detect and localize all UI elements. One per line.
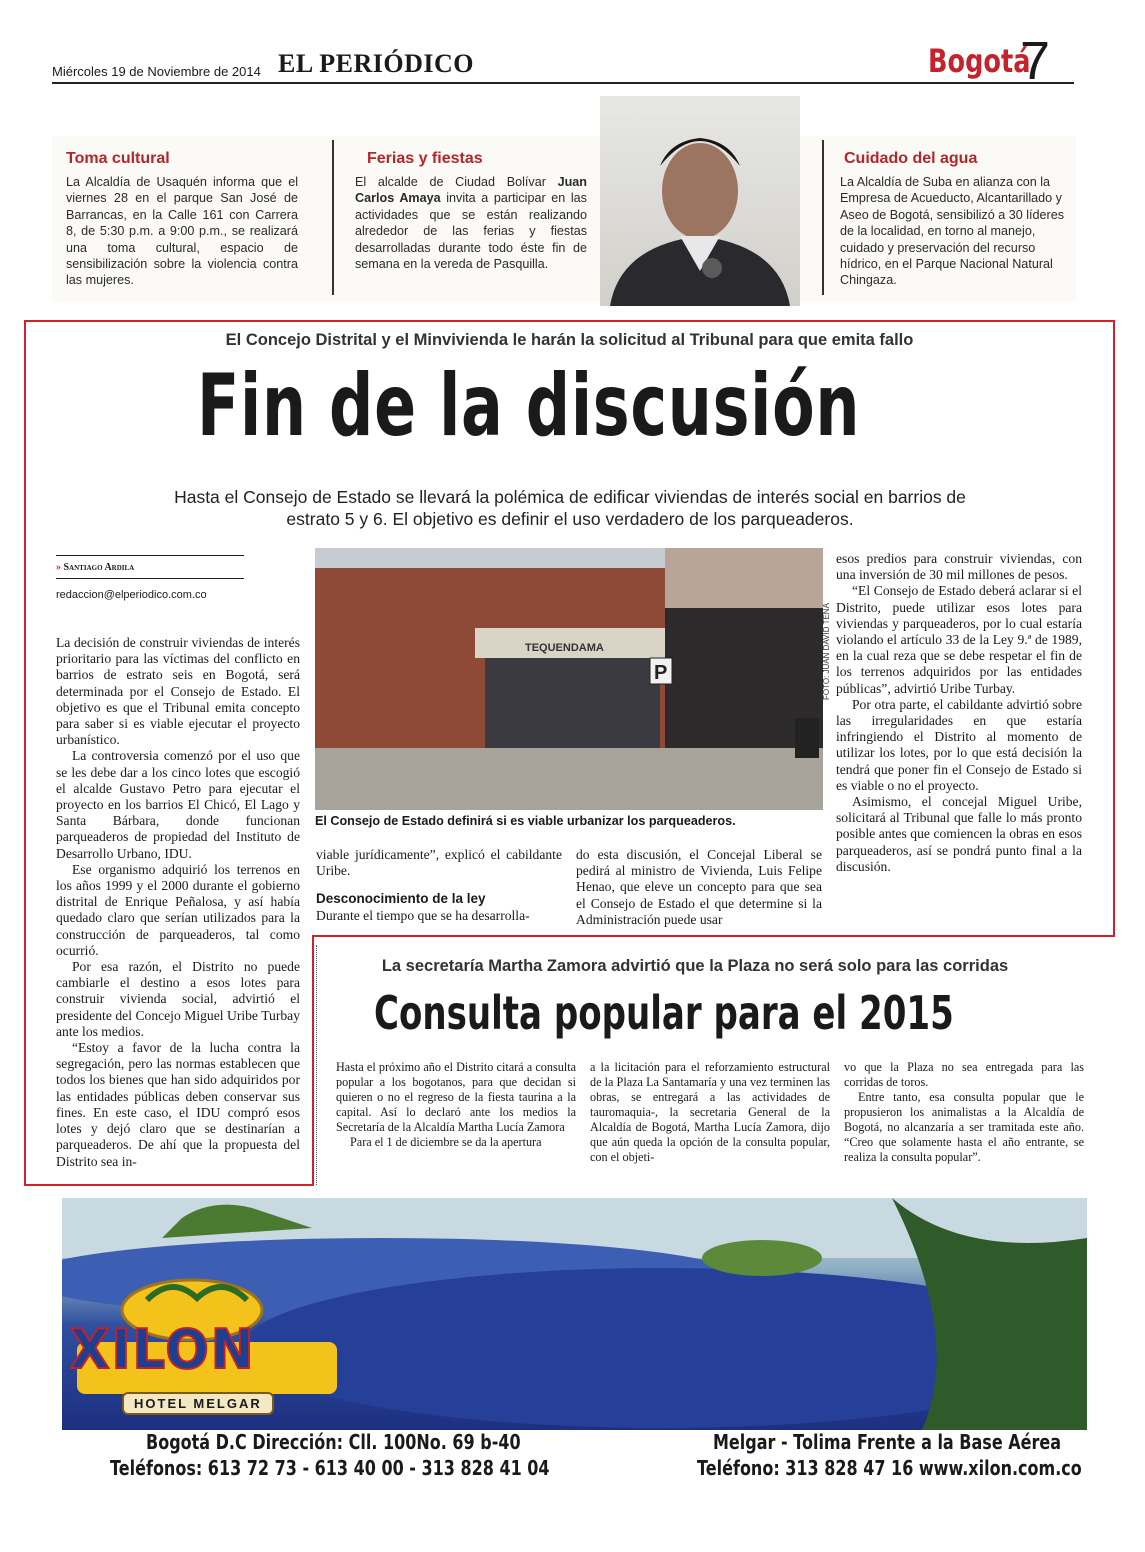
brief-cuidado-agua: [840, 150, 1070, 289]
section-name: Bogotá: [928, 42, 1031, 80]
byline-email: redaccion@elperiodico.com.co: [56, 589, 207, 601]
header-rule: [52, 82, 1074, 84]
page-number: 7: [1020, 31, 1051, 91]
issue-date: Miércoles 19 de Noviembre de 2014: [52, 64, 261, 79]
parking-sign-letter: P: [654, 662, 668, 684]
paragraph: “El Consejo de Estado deberá aclarar si el Distrito, puede utilizar esos lotes para viviendas y parqueaderos, por lo cual estaría violando el artículo 33 de la Ley 9.ª de 1989, en la cual reza que se debe respetar el fin de los terrenos adquiridos por las entidades públicas”, advirtió Uribe Turbay.: [836, 583, 1082, 696]
paragraph: Por esa razón, el Distrito no puede cambiarle el destino a esos lotes para construir vivienda social, advirtió el presidente del Concejo Miguel Uribe Turbay ante los medios.: [56, 959, 300, 1039]
article1-headline: Fin de la discusión: [197, 356, 861, 456]
brief-title: Toma cultural: [66, 150, 170, 167]
brief-toma-cultural: [66, 150, 298, 289]
brief-text: La Alcaldía de Suba en alianza con la Empresa de Acueducto, Alcantarillado y Aseo de Bogotá, sensibilizó a 30 líderes de la localidad, en torno al manejo, cuidado y preservación del recurso hídrico, en el Parque Nacional Natural Chingaza.: [840, 175, 1065, 288]
article1-column-1: [56, 635, 300, 1170]
frame-bottom-left: [24, 1184, 314, 1186]
brief-text: El alcalde de Ciudad Bolívar Juan Carlos Amaya invita a participar en las actividades que se están realizando alrededor de las ferias y fiestas desarrolladas durante todo éste fin de semana en la vereda de Pasquilla.: [355, 175, 587, 272]
byline-rule: [56, 578, 244, 579]
street-photo: [315, 548, 823, 810]
article1-deck: Hasta el Consejo de Estado se llevará la polémica de edificar viviendas de interés social en barrios de estrato 5 y 6. El objetivo es definir el uso verdadero de los parqueaderos.: [174, 487, 966, 529]
paragraph: vo que la Plaza no sea entregada para las corridas de toros.: [844, 1060, 1084, 1089]
ad-subtitle: HOTEL MELGAR: [122, 1392, 274, 1415]
paragraph: Por otra parte, el cabildante advirtió sobre las irregularidades en que estaría infringiendo el Distrito al momento de utilizar los lotes, por lo que está decisión la tendrá que poner fin el Consejo de Estado si es viable o no el proyecto.: [836, 696, 1082, 793]
paragraph: La controversia comenzó por el uso que se les debe dar a los cinco lotes que escogió el alcalde Gustavo Petro para ejecutar el proyecto en los barrios El Chicó, El Lago y Santa Bárbara, donde funcionan parqueaderos de propiedad del Instituto de Desarrollo Urbano, IDU.: [56, 748, 300, 861]
paragraph: La decisión de construir viviendas de interés prioritario para las víctimas del conflicto en barrios de estrato seis en Bogotá, será determinada por el Consejo de Estado. El objetivo es que el Tribunal emita concepto para saber si es viable ejecutar el proyecto urbanístico.: [56, 635, 300, 748]
masthead: EL PERIÓDICO: [278, 49, 474, 78]
article2-kicker: La secretaría Martha Zamora advirtió que la Plaza no será solo para las corridas: [381, 957, 1009, 975]
brief-divider: [822, 140, 824, 295]
paragraph: esos predios para construir viviendas, con una inversión de 30 mil millones de pesos.: [836, 551, 1082, 583]
paragraph: Durante el tiempo que se ha desarrolla-: [316, 907, 530, 923]
byline: » Santiago Ardila: [56, 562, 135, 573]
article2-column-3: [844, 1060, 1084, 1165]
ad-address-left: Bogotá D.C Dirección: Cll. 100No. 69 b-40: [146, 1430, 521, 1454]
ad-phones-left: Teléfonos: 613 72 73 - 613 40 00 - 313 828 41 04: [110, 1456, 550, 1480]
frame-bottom-right: [312, 935, 1115, 937]
ad-brand: XILON: [70, 1318, 256, 1381]
frame-inner-vertical: [312, 935, 314, 1186]
photo-caption: El Consejo de Estado definirá si es viable urbanizar los parqueaderos.: [315, 814, 736, 828]
brief-ferias-fiestas: [355, 150, 587, 272]
article1-subhead: Desconocimiento de la ley: [316, 891, 486, 907]
paragraph: Ese organismo adquirió los terrenos en los años 1999 y el 2000 durante el gobierno distrital de Enrique Peñalosa, y así había quedado claro que serían utilizados para la construcción de parqueaderos, tal como ocurrió.: [56, 861, 300, 958]
byline-rule: [56, 555, 244, 556]
paragraph: Asimismo, el concejal Miguel Uribe, solicitará al Tribunal que falle lo más pronto posible antes que comiencen la obras en esos parqueaderos, así se pondrá punto final a la discusión.: [836, 794, 1082, 874]
paragraph: Hasta el próximo año el Distrito citará a consulta popular a los bogotanos, para que decidan si quieren o no el regreso de la fiesta taurina a la capital. Así lo declaró ante los medios la Secretaría de la Alcaldía Martha Lucía Zamora: [336, 1060, 576, 1134]
paragraph: a la licitación para el reforzamiento estructural de la Plaza La Santamaría y una vez terminen las obras, se entregará a las actividades de tauromaquia-, la secretaria General de la Alcaldía de Bogotá, Martha Lucía Zamora, dijo que aún queda la opción de la consulta popular, con el objeti-: [590, 1060, 830, 1164]
paragraph: Para el 1 de diciembre se da la apertura: [350, 1135, 542, 1149]
article2-column-1: [336, 1060, 576, 1150]
brief-title: Ferias y fiestas: [367, 150, 483, 167]
brief-divider: [332, 140, 334, 295]
article1-kicker: El Concejo Distrital y el Minvivienda le harán la solicitud al Tribunal para que emita fallo: [225, 331, 914, 349]
paragraph: Entre tanto, esa consulta popular que le propusieron los animalistas a la Alcaldía de Bogotá, no alcanzaría a ser tramitada este año. “Creo que solamente hasta el año entrante, se realiza la consulta popular”.: [844, 1090, 1084, 1164]
portrait-photo: [600, 96, 800, 306]
article2-border: [316, 945, 318, 1185]
paragraph: do esta discusión, el Concejal Liberal se pedirá al ministro de Vivienda, Luis Felipe Henao, que eleve un concepto para que sea el Consejo de Estado el que determine si la Administración puede usar: [576, 847, 822, 927]
paragraph: viable jurídicamente”, explicó el cabildante Uribe.: [316, 847, 562, 879]
ad-phones-right: Teléfono: 313 828 47 16 www.xilon.com.co: [697, 1456, 1082, 1480]
article2-headline: Consulta popular para el 2015: [374, 986, 954, 1040]
ad-address-right: Melgar - Tolima Frente a la Base Aérea: [713, 1430, 1062, 1454]
article1-column-3: [576, 847, 822, 928]
building-sign: TEQUENDAMA: [525, 642, 604, 654]
paragraph: “Estoy a favor de la lucha contra la segregación, pero las normas establecen que todos los bienes que han sido adquiridos por las entidades públicas deben conservar sus fines. En este caso, el IDU compró esos lotes y dejó claro que se destinarían a parqueaderos. De ahí que la propuesta del Distrito sea in-: [56, 1040, 300, 1169]
article1-column-2: [316, 847, 562, 924]
brief-title: Cuidado del agua: [844, 150, 978, 167]
article1-column-4: [836, 551, 1082, 875]
frame-left-lower: [24, 935, 26, 1186]
article2-column-2: [590, 1060, 830, 1165]
photo-credit: FOTO: JUAN DAVID TENA: [822, 603, 831, 700]
brief-text: La Alcaldía de Usaquén informa que el viernes 28 en el parque San José de Barrancas, en la Calle 161 con Carrera 8, de 5:30 p.m. a 9:00 p.m., se realizará una toma cultural, espacio de sensibilización sobre la violencia contra las mujeres.: [66, 175, 298, 288]
